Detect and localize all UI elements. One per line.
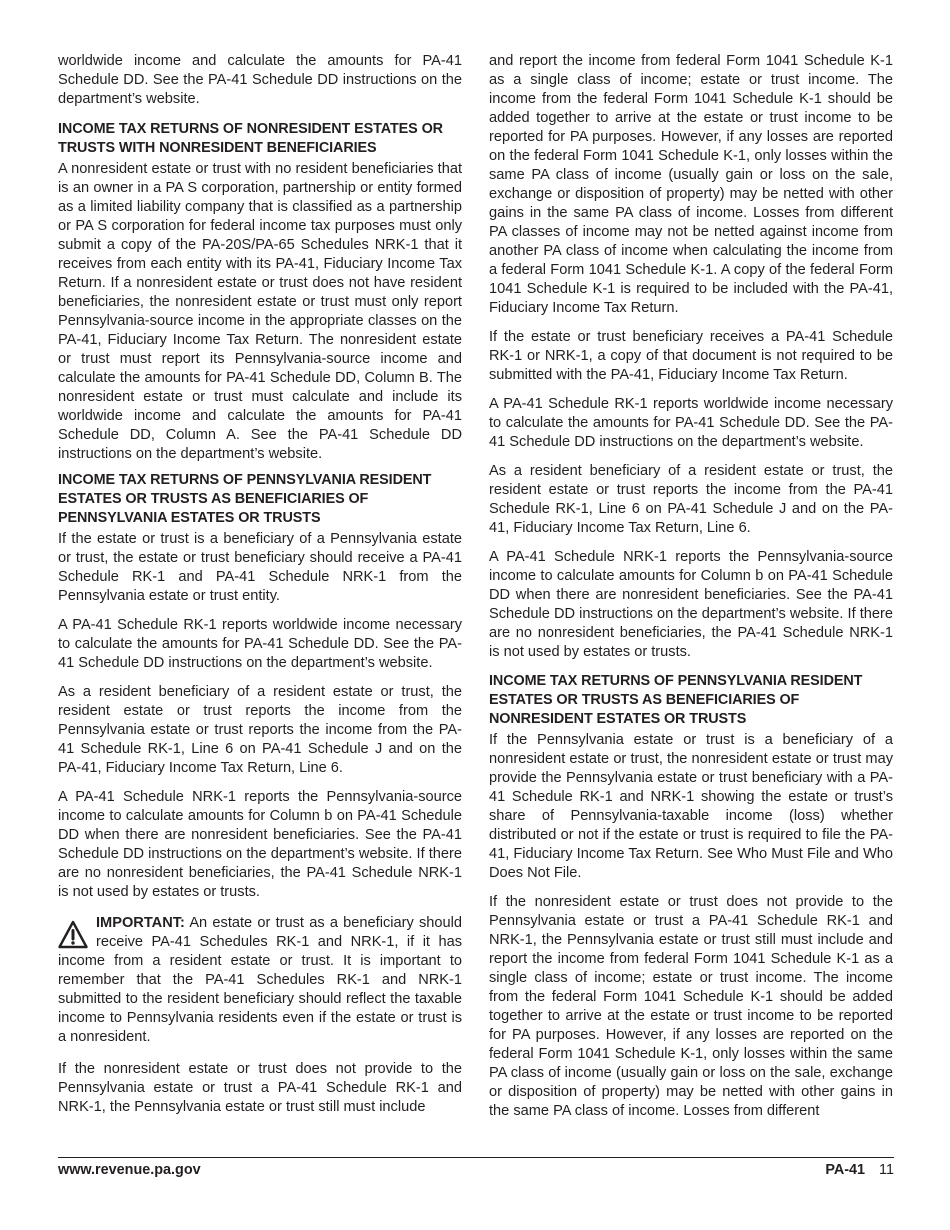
- paragraph-receives: If the estate or trust beneficiary receives a PA-41 Schedule RK-1 or NRK-1, a copy of that document is not required to be submitted with the PA-41, Fiduciary Income Tax Return.: [489, 329, 893, 383]
- important-label: IMPORTANT:: [96, 915, 185, 931]
- paragraph-nrk1-right: A PA-41 Schedule NRK-1 reports the Pennsylvania-source income to calculate amounts for Column b on PA-41 Schedule DD when there are nonresident beneficiaries. See the PA-41 Schedule DD instructions on the department’s website. If there are no nonresident beneficiaries, the PA-41 Schedule NRK-1 is not used by estates or trusts.: [489, 549, 893, 660]
- paragraph-not-provide: If the nonresident estate or trust does not provide to the Pennsylvania estate or trust a PA-41 Schedule RK-1 and NRK-1, the Pennsylvania estate or trust still must include: [58, 1061, 462, 1115]
- important-text: An estate or trust as a beneficiary should receive PA-41 Schedules RK-1 and NRK-1, if it has income from a resident estate or trust. It is important to remember that the PA-41 Schedules RK-1 and NRK-1 submitted to the resident beneficiary should reflect the taxable income to Pennsylvania residents even if the estate or trust is a nonresident.: [58, 915, 462, 1045]
- heading-nonresident-beneficiary: INCOME TAX RETURNS OF PENNSYLVANIA RESIDENT ESTATES OR TRUSTS AS BENEFICIARIES OF NONRESIDENT ESTATES OR TRUSTS: [489, 673, 863, 727]
- paragraph-rk1: A PA-41 Schedule RK-1 reports worldwide income necessary to calculate the amounts for PA-41 Schedule DD. See the PA-41 Schedule DD instructions on the department’s website.: [58, 617, 462, 671]
- paragraph-rk1-right: A PA-41 Schedule RK-1 reports worldwide income necessary to calculate the amounts for PA-41 Schedule DD. See the PA-41 Schedule DD instructions on the department’s website.: [489, 396, 893, 450]
- page-number: 11: [879, 1162, 894, 1178]
- footer-divider: [58, 1157, 894, 1158]
- heading-pa-resident-estates: INCOME TAX RETURNS OF PENNSYLVANIA RESIDENT ESTATES OR TRUSTS AS BENEFICIARIES OF PENNSYLVANIA ESTATES OR TRUSTS: [58, 472, 432, 526]
- footer-page-info: [825, 1161, 894, 1179]
- footer-website[interactable]: www.revenue.pa.gov: [58, 1162, 201, 1178]
- right-column: [489, 52, 893, 1131]
- paragraph-not-provide-right: If the nonresident estate or trust does not provide to the Pennsylvania estate or trust a PA-41 Schedule RK-1 and NRK-1, the Pennsylvania estate or trust still must include and report the income from federal Form 1041 Schedule K-1 as a single class of income; estate or trust income. The income from the federal Form 1041 Schedule K-1 should be added together to arrive at the estate or trust income to be reported for PA purposes. However, if any losses are reported on the federal Form 1041 Schedule K-1, only losses within the same PA class of income (usually gain or loss on the sale, exchange or disposition of property) may be netted with other gains in the same PA class of income. Losses from different: [489, 894, 893, 1119]
- paragraph-nonresident: A nonresident estate or trust with no resident beneficiaries that is an owner in a PA S corporation, partnership or entity formed as a limited liability company that is classified as a partnership or PA S corporation for federal income tax purposes must only submit a copy of the PA-20S/PA-65 Schedules NRK-1 that it receives from each entity with its PA-41, Fiduciary Income Tax Return. If a nonresident estate or trust does not have resident beneficiaries, the nonresident estate or trust must only report Pennsylvania-source income in the appropriate classes on the PA-41, Fiduciary Income Tax Return. The nonresident estate or trust must report its Pennsylvania-source income and calculate the amounts for PA-41 Schedule DD, Column B. The nonresident estate or trust must calculate and include its worldwide income and calculate the amounts for PA-41 Schedule DD, Column A. See the PA-41 Schedule DD instructions on the department’s website.: [58, 161, 462, 462]
- paragraph-pa-beneficiary: If the Pennsylvania estate or trust is a beneficiary of a nonresident estate or trust, the nonresident estate or trust may provide the Pennsylvania estate or trust beneficiary with a PA-41 Schedule RK-1 and NRK-1 showing the estate or trust’s share of Pennsylvania-taxable income (loss) whether distributed or not if the estate or trust is required to file the PA-41, Fiduciary Income Tax Return. See Who Must File and Who Does Not File.: [489, 732, 893, 881]
- paragraph-continuation-right: and report the income from federal Form 1041 Schedule K-1 as a single class of income; estate or trust income. The income from the federal Form 1041 Schedule K-1 should be added together to arrive at the estate or trust income to be reported for PA purposes. However, if any losses are reported on the federal Form 1041 Schedule K-1, only losses within the same PA class of income (usually gain or loss on the sale, exchange or disposition of property) may be netted with other gains in the same PA class of income. Losses from different PA classes of income may not be netted against income from another PA class of income when calculating the income from a federal Form 1041 Schedule K-1. A copy of the federal Form 1041 Schedule K-1 is required to be included with the PA-41, Fiduciary Income Tax Return.: [489, 53, 893, 316]
- footer-form-name: PA-41: [825, 1162, 866, 1178]
- important-note: [58, 914, 462, 1047]
- paragraph-nrk1: A PA-41 Schedule NRK-1 reports the Pennsylvania-source income to calculate amounts for Column b on PA-41 Schedule DD when there are nonresident beneficiaries. See the PA-41 Schedule DD instructions on the department’s website. If there are no nonresident beneficiaries, the PA-41 Schedule NRK-1 is not used by estates or trusts.: [58, 789, 462, 900]
- heading-nonresident-estates: INCOME TAX RETURNS OF NONRESIDENT ESTATES OR TRUSTS WITH NONRESIDENT BENEFICIARIES: [58, 121, 443, 156]
- paragraph-beneficiary: If the estate or trust is a beneficiary of a Pennsylvania estate or trust, the estate or trust beneficiary should receive a PA-41 Schedule RK-1 and PA-41 Schedule NRK-1 from the Pennsylvania estate or trust entity.: [58, 531, 462, 604]
- left-column: [58, 52, 462, 1127]
- warning-triangle-icon: [58, 920, 88, 950]
- paragraph-continuation: worldwide income and calculate the amounts for PA-41 Schedule DD. See the PA-41 Schedule DD instructions on the department’s website.: [58, 53, 462, 107]
- paragraph-resident-beneficiary-right: As a resident beneficiary of a resident estate or trust, the resident estate or trust reports the income from the PA-41 Schedule RK-1, Line 6 on PA-41 Schedule J and on the PA-41, Fiduciary Income Tax Return, Line 6.: [489, 463, 893, 536]
- paragraph-resident-beneficiary: As a resident beneficiary of a resident estate or trust, the resident estate or trust reports the income from the Pennsylvania estate or trust reports the income from the PA-41 Schedule RK-1, Line 6 on PA-41 Schedule J and on the PA-41, Fiduciary Income Tax Return, Line 6.: [58, 684, 462, 776]
